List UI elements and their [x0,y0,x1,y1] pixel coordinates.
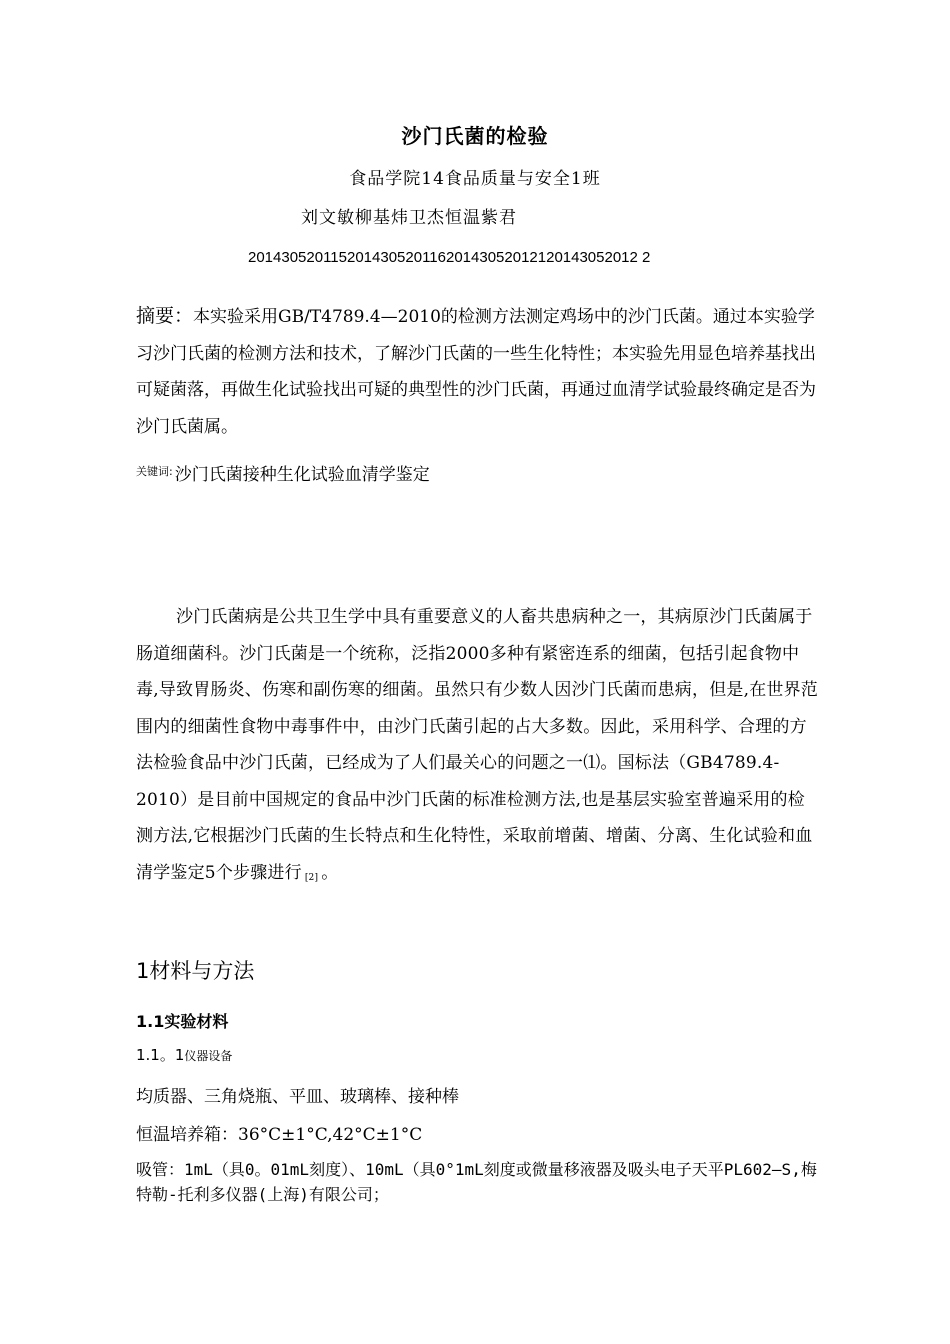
subsection-heading: 1.1实验材料 [136,1012,229,1031]
abstract-label: 摘要： [136,305,194,327]
affiliation: 食品学院14食品质量与安全1班 [349,169,601,189]
subsubsection-title: 仪器设备 [184,1049,233,1063]
citation-ref: [2] [304,872,319,883]
keywords-text: 沙门氏菌接种生化试验血清学鉴定 [174,465,430,485]
keywords-label: 关键词: [136,465,173,478]
intro-end: 。 [321,862,339,883]
intro-paragraph [136,599,822,896]
equipment-line-2: 恒温培养箱：36°C±1°C,42°C±1°C [136,1125,423,1145]
student-ids: 20143052011520143052011620143052012120143052012 2 [248,249,651,266]
equipment-line-3: 吸管：1mL（具0。01mL刻度）、10mL（具0°1mL刻度或微量移液器及吸头电子天平PL602—S,梅特勒-托利多仪器(上海)有限公司； [136,1160,817,1204]
intro-text: 沙门氏菌病是公共卫生学中具有重要意义的人畜共患病种之一，其病原沙门氏菌属于肠道细菌科。沙门氏菌是一个统称，泛指2000多种有紧密连系的细菌，包括引起食物中毒,导致胃肠炎、伤寒和副伤寒的细菌。虽然只有少数人因沙门氏菌而患病，但是,在世界范围内的细菌性食物中毒事件中，由沙门氏菌引起的占大多数。因此，采用科学、合理的方法检验食品中沙门氏菌，已经成为了人们最关心的问题之一⑴。国标法（GB4789.4-2010）是目前中国规定的食品中沙门氏菌的标准检测方法,也是基层实验室普遍采用的检测方法,它根据沙门氏菌的生长特点和生化特性，采取前增菌、增菌、分离、生化试验和血清学鉴定5个步骤进行 [136,607,819,883]
section-heading: 1材料与方法 [136,959,255,983]
document-title: 沙门氏菌的检验 [401,124,549,148]
abstract [136,298,822,445]
authors: 刘文敏柳基炜卫杰恒温紫君 [301,208,517,228]
equipment-line-1: 均质器、三角烧瓶、平皿、玻璃棒、接种棒 [136,1087,459,1107]
subsubsection-number: 1.1。1 [136,1046,185,1064]
subsubsection-heading [136,1044,232,1065]
abstract-text: 本实验采用GB/T4789.4—2010的检测方法测定鸡场中的沙门氏菌。通过本实验学习沙门氏菌的检测方法和技术，了解沙门氏菌的一些生化特性；本实验先用显色培养基找出可疑菌落，再做生化试验找出可疑的典型性的沙门氏菌，再通过血清学试验最终确定是否为沙门氏菌属。 [136,307,816,437]
keywords [136,460,430,485]
